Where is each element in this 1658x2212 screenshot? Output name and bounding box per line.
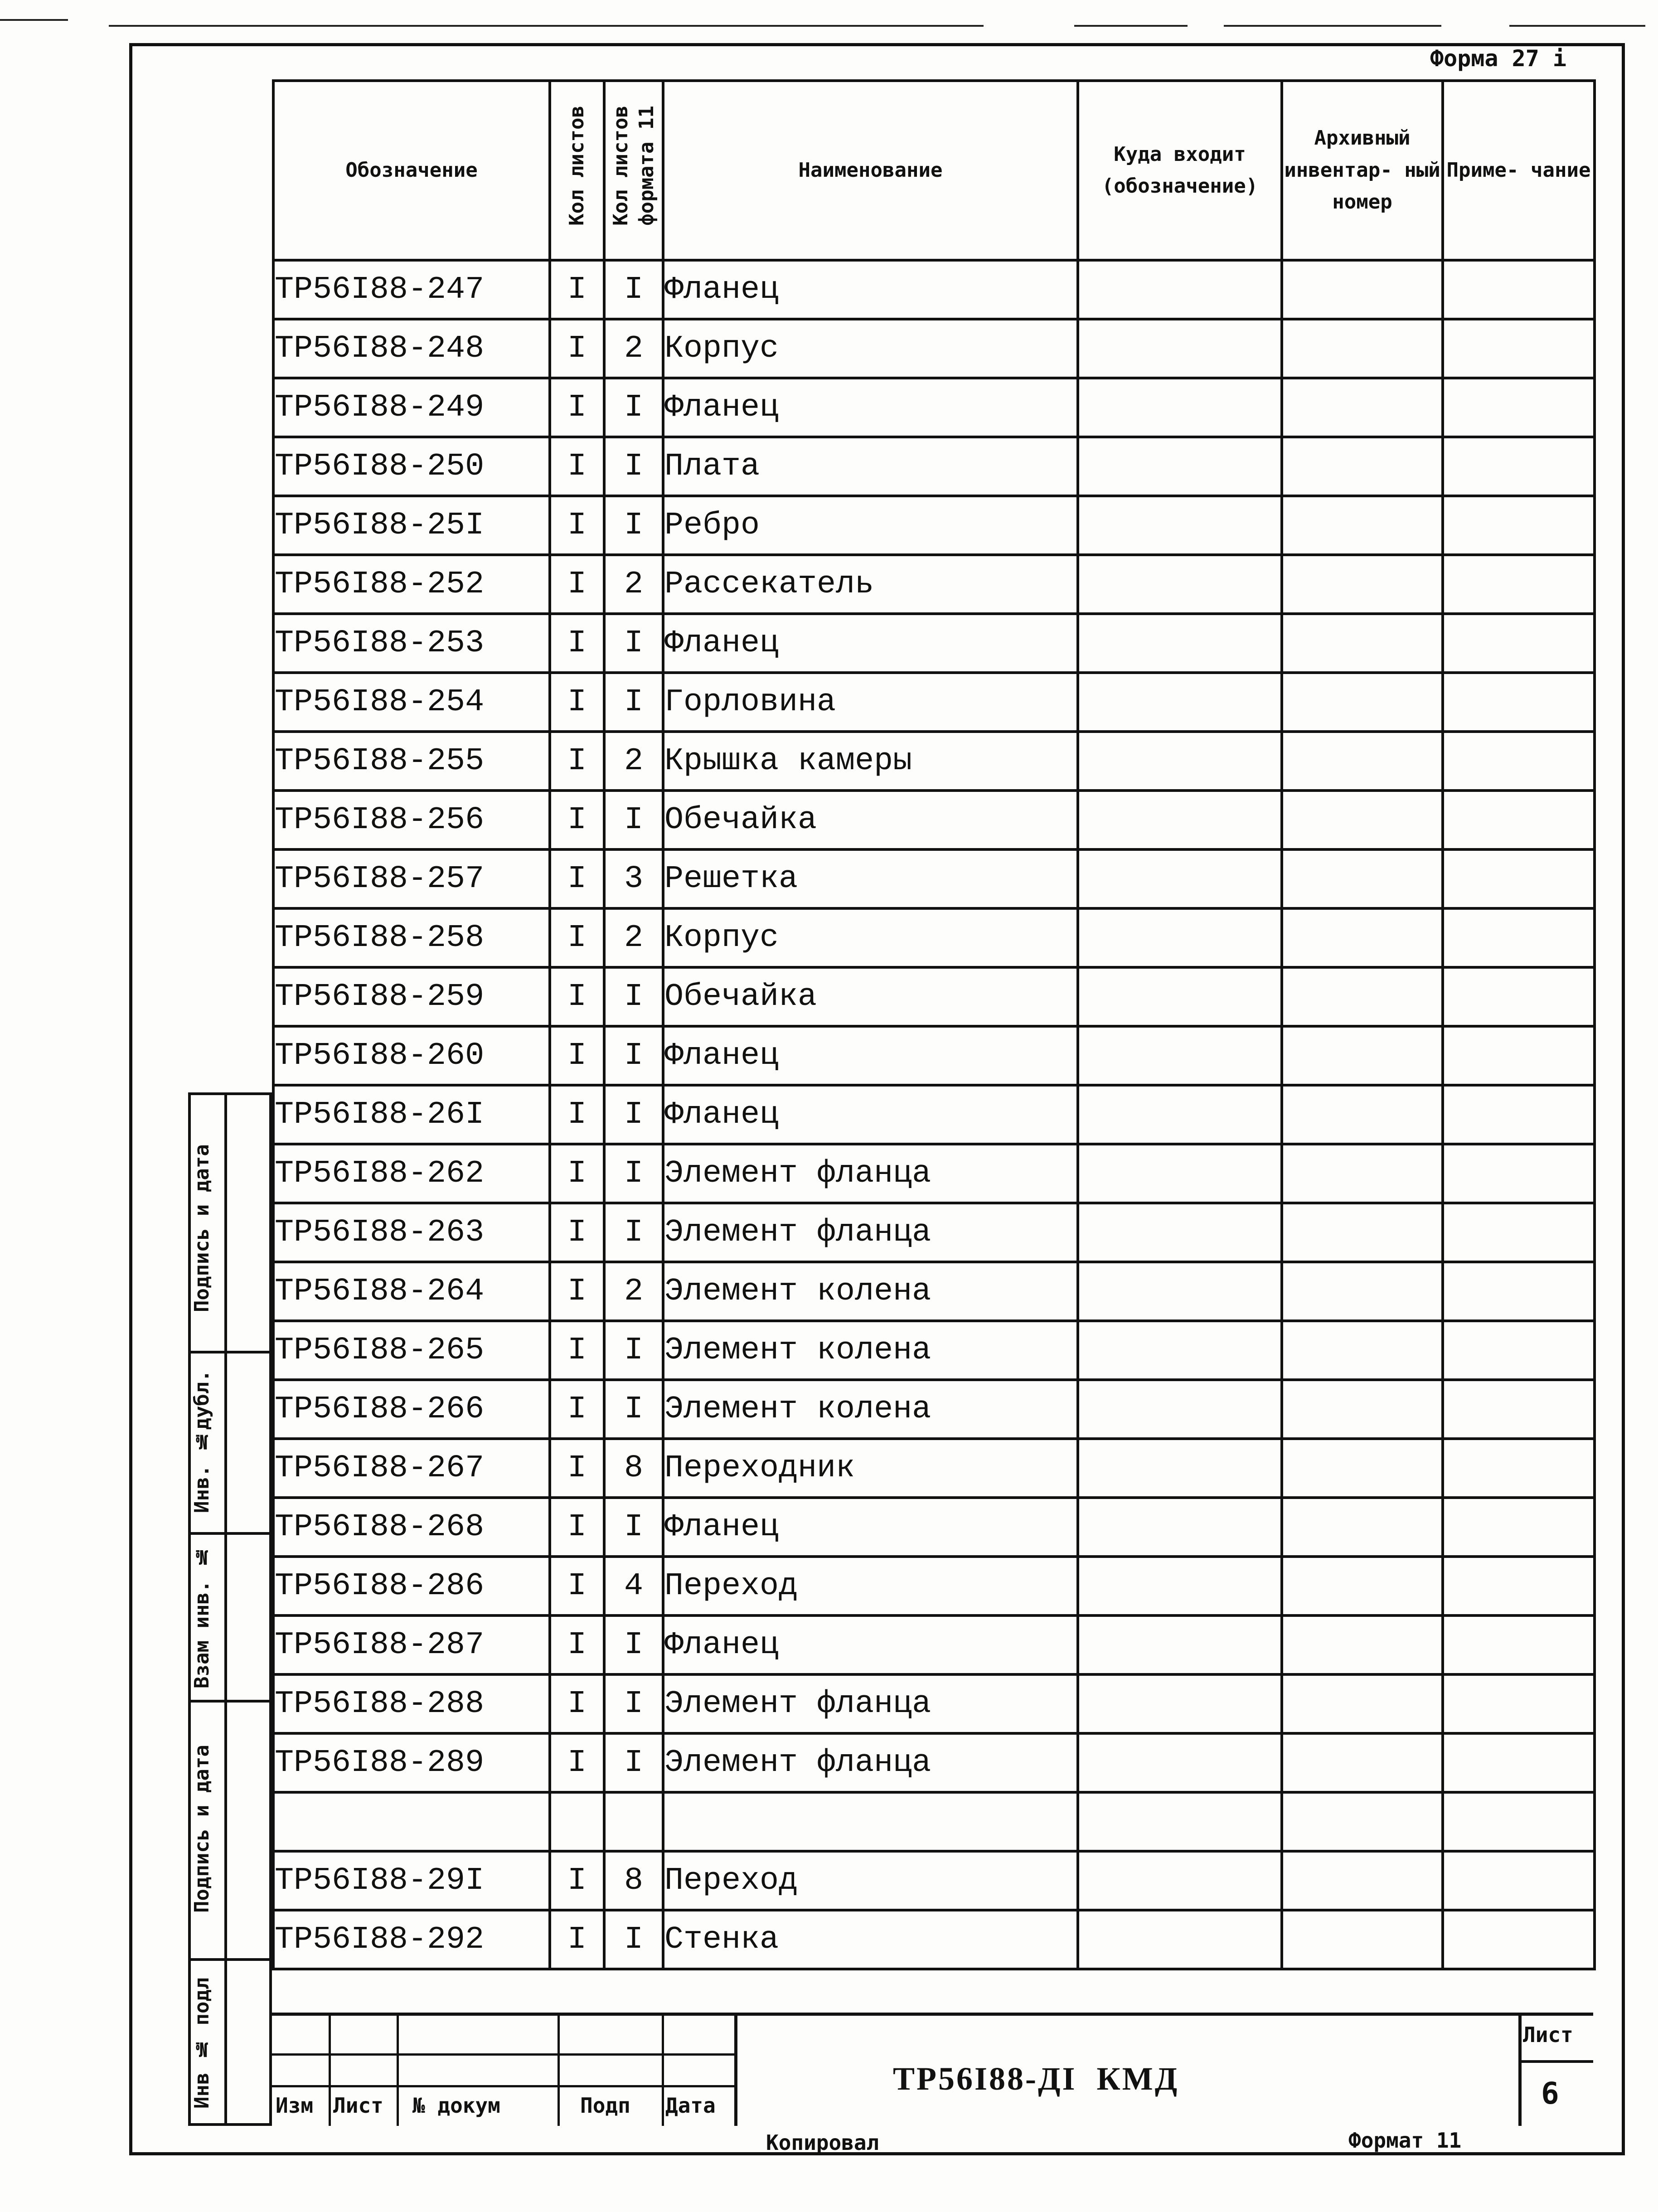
name-cell: Плата (663, 437, 1078, 496)
archive-number-cell (1282, 673, 1443, 732)
header-name: Наименование (663, 81, 1078, 260)
header-sheets (550, 81, 604, 260)
name-cell: Решетка (663, 849, 1078, 908)
title-block-izm: Изм (276, 2093, 314, 2118)
designation-cell: ТР56І88-267 (273, 1439, 550, 1498)
name-cell: Элемент фланца (663, 1733, 1078, 1792)
format11-sheets-cell: I (604, 378, 663, 437)
table-row (273, 1792, 1595, 1851)
sheets-cell: I (550, 614, 604, 673)
scan-artifact-line (1224, 25, 1441, 27)
format11-sheets-cell (604, 1792, 663, 1851)
format11-sheets-cell: I (604, 1321, 663, 1380)
title-block-signature: Подп (580, 2093, 630, 2118)
format11-sheets-cell: 2 (604, 555, 663, 614)
designation-cell: ТР56І88-249 (273, 378, 550, 437)
scan-artifact-line (0, 19, 68, 21)
title-block-col-line (662, 2013, 664, 2126)
archive-number-cell (1282, 1439, 1443, 1498)
designation-cell: ТР56І88-265 (273, 1321, 550, 1380)
where-used-cell (1078, 1085, 1282, 1144)
archive-number-cell (1282, 908, 1443, 967)
archive-number-cell (1282, 614, 1443, 673)
table-row (273, 1262, 1595, 1321)
format11-sheets-cell: I (604, 1203, 663, 1262)
scan-artifact-line (1074, 25, 1188, 27)
table-row (273, 1910, 1595, 1969)
sheets-cell: I (550, 1321, 604, 1380)
format11-sheets-cell: 2 (604, 908, 663, 967)
designation-cell: ТР56І88-29І (273, 1851, 550, 1910)
title-block-col-line (397, 2013, 399, 2126)
sheets-cell: I (550, 378, 604, 437)
name-cell (663, 1792, 1078, 1851)
sheets-cell: I (550, 555, 604, 614)
sheets-cell: I (550, 1144, 604, 1203)
specification-table (272, 79, 1596, 1970)
note-cell (1443, 1026, 1595, 1085)
name-cell: Обечайка (663, 967, 1078, 1026)
archive-number-cell (1282, 1380, 1443, 1439)
name-cell: Фланец (663, 1498, 1078, 1557)
note-cell (1443, 1380, 1595, 1439)
side-stamp-divider (188, 1532, 272, 1535)
sheets-cell: I (550, 1851, 604, 1910)
note-cell (1443, 1321, 1595, 1380)
name-cell: Переход (663, 1557, 1078, 1615)
table-row (273, 908, 1595, 967)
name-cell: Горловина (663, 673, 1078, 732)
sheets-cell: I (550, 1262, 604, 1321)
archive-number-cell (1282, 260, 1443, 319)
where-used-cell (1078, 1851, 1282, 1910)
format11-sheets-cell: I (604, 496, 663, 555)
table-row (273, 260, 1595, 319)
table-row (273, 1380, 1595, 1439)
designation-cell: ТР56І88-292 (273, 1910, 550, 1969)
note-cell (1443, 1615, 1595, 1674)
where-used-cell (1078, 555, 1282, 614)
name-cell: Корпус (663, 908, 1078, 967)
where-used-cell (1078, 319, 1282, 378)
format11-sheets-cell: I (604, 614, 663, 673)
where-used-cell (1078, 1733, 1282, 1792)
header-sheets-format11 (604, 81, 663, 260)
format-label: Формат 11 (1348, 2128, 1462, 2153)
sheets-cell: I (550, 1026, 604, 1085)
designation-cell: ТР56І88-262 (273, 1144, 550, 1203)
archive-number-cell (1282, 1733, 1443, 1792)
note-cell (1443, 1085, 1595, 1144)
note-cell (1443, 260, 1595, 319)
sheet-number: 6 (1541, 2076, 1559, 2111)
table-row (273, 1615, 1595, 1674)
designation-cell: ТР56І88-254 (273, 673, 550, 732)
archive-number-cell (1282, 1498, 1443, 1557)
table-row (273, 791, 1595, 849)
title-block-date: Дата (665, 2093, 716, 2118)
archive-number-cell (1282, 849, 1443, 908)
note-cell (1443, 1851, 1595, 1910)
archive-number-cell (1282, 1615, 1443, 1674)
where-used-cell (1078, 1026, 1282, 1085)
table-row (273, 732, 1595, 791)
format11-sheets-cell: I (604, 1085, 663, 1144)
scan-artifact-line (109, 25, 984, 27)
table-row (273, 555, 1595, 614)
sheets-cell: I (550, 791, 604, 849)
name-cell: Элемент фланца (663, 1674, 1078, 1733)
archive-number-cell (1282, 319, 1443, 378)
designation-cell: ТР56І88-26І (273, 1085, 550, 1144)
format11-sheets-cell: I (604, 1733, 663, 1792)
name-cell: Переход (663, 1851, 1078, 1910)
table-header-row (273, 81, 1595, 260)
designation-cell: ТР56І88-260 (273, 1026, 550, 1085)
where-used-cell (1078, 1498, 1282, 1557)
designation-cell: ТР56І88-263 (273, 1203, 550, 1262)
name-cell: Крышка камеры (663, 732, 1078, 791)
sheets-cell: I (550, 908, 604, 967)
archive-number-cell (1282, 1851, 1443, 1910)
sheets-cell: I (550, 319, 604, 378)
designation-cell: ТР56І88-286 (273, 1557, 550, 1615)
where-used-cell (1078, 260, 1282, 319)
format11-sheets-cell: I (604, 967, 663, 1026)
sheets-cell: I (550, 1615, 604, 1674)
table-row (273, 1321, 1595, 1380)
designation-cell: ТР56І88-259 (273, 967, 550, 1026)
designation-cell: ТР56І88-268 (273, 1498, 550, 1557)
where-used-cell (1078, 614, 1282, 673)
note-cell (1443, 437, 1595, 496)
where-used-cell (1078, 849, 1282, 908)
note-cell (1443, 908, 1595, 967)
note-cell (1443, 378, 1595, 437)
where-used-cell (1078, 1380, 1282, 1439)
sheets-cell: I (550, 967, 604, 1026)
sheets-cell: I (550, 1498, 604, 1557)
document-code: ТР56І88-ДІ КМД (893, 2061, 1179, 2097)
note-cell (1443, 496, 1595, 555)
sheets-cell: I (550, 673, 604, 732)
note-cell (1443, 791, 1595, 849)
title-block-row-line (272, 2053, 734, 2056)
note-cell (1443, 319, 1595, 378)
format11-sheets-cell: I (604, 1674, 663, 1733)
side-label-signature-date: Подпись и дата (190, 1745, 213, 1913)
side-label-replacement-inv: Взам инв. № (190, 1545, 213, 1689)
scan-artifact-line (1509, 25, 1645, 27)
archive-number-cell (1282, 1321, 1443, 1380)
format11-sheets-cell: I (604, 1380, 663, 1439)
name-cell: Элемент фланца (663, 1203, 1078, 1262)
archive-number-cell (1282, 1792, 1443, 1851)
note-cell (1443, 673, 1595, 732)
format11-sheets-cell: 4 (604, 1557, 663, 1615)
name-cell: Корпус (663, 319, 1078, 378)
designation-cell: ТР56І88-288 (273, 1674, 550, 1733)
designation-cell: ТР56І88-250 (273, 437, 550, 496)
table-row (273, 614, 1595, 673)
where-used-cell (1078, 1615, 1282, 1674)
where-used-cell (1078, 1792, 1282, 1851)
sheets-cell: I (550, 1203, 604, 1262)
sheets-cell (550, 1792, 604, 1851)
sheets-cell: I (550, 849, 604, 908)
header-sheets-format11-label: Кол листов формата 11 (609, 105, 658, 226)
name-cell: Элемент колена (663, 1321, 1078, 1380)
format11-sheets-cell: I (604, 1498, 663, 1557)
name-cell: Элемент фланца (663, 1144, 1078, 1203)
archive-number-cell (1282, 1557, 1443, 1615)
designation-cell (273, 1792, 550, 1851)
table-row (273, 1439, 1595, 1498)
note-cell (1443, 555, 1595, 614)
format11-sheets-cell: I (604, 437, 663, 496)
table-row (273, 1203, 1595, 1262)
where-used-cell (1078, 1557, 1282, 1615)
header-where-used: Куда входит (обозначение) (1078, 81, 1282, 260)
name-cell: Фланец (663, 1615, 1078, 1674)
note-cell (1443, 614, 1595, 673)
table-row (273, 1144, 1595, 1203)
table-body (273, 260, 1595, 1969)
designation-cell: ТР56І88-258 (273, 908, 550, 967)
format11-sheets-cell: 3 (604, 849, 663, 908)
note-cell (1443, 849, 1595, 908)
table-row (273, 319, 1595, 378)
sheet-label: Лист (1523, 2023, 1573, 2047)
name-cell: Фланец (663, 614, 1078, 673)
archive-number-cell (1282, 967, 1443, 1026)
archive-number-cell (1282, 732, 1443, 791)
sheets-cell: I (550, 1557, 604, 1615)
side-label-signature-date: Подпись и дата (190, 1144, 213, 1313)
table-row (273, 967, 1595, 1026)
designation-cell: ТР56І88-252 (273, 555, 550, 614)
table-row (273, 1557, 1595, 1615)
designation-cell: ТР56І88-256 (273, 791, 550, 849)
where-used-cell (1078, 1439, 1282, 1498)
table-row (273, 849, 1595, 908)
name-cell: Фланец (663, 378, 1078, 437)
archive-number-cell (1282, 1910, 1443, 1969)
archive-number-cell (1282, 1674, 1443, 1733)
name-cell: Фланец (663, 1026, 1078, 1085)
side-label-inv-duplicate: Инв. №дубл. (190, 1370, 213, 1513)
note-cell (1443, 1144, 1595, 1203)
name-cell: Стенка (663, 1910, 1078, 1969)
format11-sheets-cell: 8 (604, 1439, 663, 1498)
name-cell: Рассекатель (663, 555, 1078, 614)
archive-number-cell (1282, 378, 1443, 437)
header-note: Приме- чание (1443, 81, 1595, 260)
where-used-cell (1078, 732, 1282, 791)
designation-cell: ТР56І88-266 (273, 1380, 550, 1439)
title-block-col-line (329, 2013, 331, 2126)
table-row (273, 1498, 1595, 1557)
name-cell: Ребро (663, 496, 1078, 555)
format11-sheets-cell: I (604, 1026, 663, 1085)
archive-number-cell (1282, 496, 1443, 555)
note-cell (1443, 1792, 1595, 1851)
title-block-list: Лист (333, 2093, 383, 2118)
sheets-cell: I (550, 437, 604, 496)
where-used-cell (1078, 908, 1282, 967)
archive-number-cell (1282, 1026, 1443, 1085)
format11-sheets-cell: I (604, 1144, 663, 1203)
format11-sheets-cell: 8 (604, 1851, 663, 1910)
header-designation: Обозначение (273, 81, 550, 260)
name-cell: Фланец (663, 260, 1078, 319)
title-block-col-line (734, 2013, 737, 2126)
table-row (273, 1674, 1595, 1733)
sheets-cell: I (550, 1439, 604, 1498)
where-used-cell (1078, 673, 1282, 732)
format11-sheets-cell: 2 (604, 319, 663, 378)
where-used-cell (1078, 791, 1282, 849)
title-block-row-line (1518, 2060, 1593, 2063)
name-cell: Обечайка (663, 791, 1078, 849)
table-row (273, 1026, 1595, 1085)
sheets-cell: I (550, 496, 604, 555)
note-cell (1443, 732, 1595, 791)
note-cell (1443, 1733, 1595, 1792)
designation-cell: ТР56І88-257 (273, 849, 550, 908)
archive-number-cell (1282, 791, 1443, 849)
note-cell (1443, 1439, 1595, 1498)
format11-sheets-cell: I (604, 791, 663, 849)
sheets-cell: I (550, 1674, 604, 1733)
where-used-cell (1078, 496, 1282, 555)
sheets-cell: I (550, 260, 604, 319)
side-stamp-divider (188, 1958, 272, 1961)
header-archive-number: Архивный инвентар- ный номер (1282, 81, 1443, 260)
sheets-cell: I (550, 732, 604, 791)
side-label-inv-original: Инв № подл (190, 1977, 213, 2109)
format11-sheets-cell: I (604, 260, 663, 319)
title-block-row-line (272, 2085, 734, 2087)
format11-sheets-cell: I (604, 1615, 663, 1674)
designation-cell: ТР56І88-287 (273, 1615, 550, 1674)
designation-cell: ТР56І88-253 (273, 614, 550, 673)
archive-number-cell (1282, 1203, 1443, 1262)
where-used-cell (1078, 1321, 1282, 1380)
sheets-cell: I (550, 1085, 604, 1144)
archive-number-cell (1282, 1262, 1443, 1321)
designation-cell: ТР56І88-247 (273, 260, 550, 319)
table-row (273, 378, 1595, 437)
format11-sheets-cell: 2 (604, 732, 663, 791)
archive-number-cell (1282, 1144, 1443, 1203)
format11-sheets-cell: 2 (604, 1262, 663, 1321)
sheets-cell: I (550, 1910, 604, 1969)
header-sheets-label: Кол листов (565, 105, 589, 226)
note-cell (1443, 1674, 1595, 1733)
designation-cell: ТР56І88-25І (273, 496, 550, 555)
where-used-cell (1078, 1203, 1282, 1262)
note-cell (1443, 1203, 1595, 1262)
title-block-col-line (558, 2013, 560, 2126)
where-used-cell (1078, 1674, 1282, 1733)
format11-sheets-cell: I (604, 673, 663, 732)
name-cell: Элемент колена (663, 1262, 1078, 1321)
table-row (273, 496, 1595, 555)
table-row (273, 673, 1595, 732)
archive-number-cell (1282, 555, 1443, 614)
where-used-cell (1078, 378, 1282, 437)
side-stamp-divider (188, 1700, 272, 1703)
sheets-cell: I (550, 1733, 604, 1792)
name-cell: Фланец (663, 1085, 1078, 1144)
title-block-col-line (1518, 2013, 1522, 2126)
archive-number-cell (1282, 1085, 1443, 1144)
designation-cell: ТР56І88-255 (273, 732, 550, 791)
form-label: Форма 27 і (1430, 45, 1567, 72)
designation-cell: ТР56І88-248 (273, 319, 550, 378)
table-row (273, 1085, 1595, 1144)
title-block-top-border (272, 2013, 1593, 2016)
table-row (273, 437, 1595, 496)
table-row (273, 1733, 1595, 1792)
table-row (273, 1851, 1595, 1910)
copied-by-label: Копировал (766, 2130, 879, 2155)
note-cell (1443, 1262, 1595, 1321)
where-used-cell (1078, 967, 1282, 1026)
sheets-cell: I (550, 1380, 604, 1439)
designation-cell: ТР56І88-264 (273, 1262, 550, 1321)
designation-cell: ТР56І88-289 (273, 1733, 550, 1792)
format11-sheets-cell: I (604, 1910, 663, 1969)
archive-number-cell (1282, 437, 1443, 496)
where-used-cell (1078, 1262, 1282, 1321)
name-cell: Элемент колена (663, 1380, 1078, 1439)
note-cell (1443, 1910, 1595, 1969)
title-block-doc-number: № докум (412, 2093, 500, 2118)
name-cell: Переходник (663, 1439, 1078, 1498)
note-cell (1443, 1498, 1595, 1557)
note-cell (1443, 967, 1595, 1026)
where-used-cell (1078, 1910, 1282, 1969)
where-used-cell (1078, 1144, 1282, 1203)
where-used-cell (1078, 437, 1282, 496)
note-cell (1443, 1557, 1595, 1615)
